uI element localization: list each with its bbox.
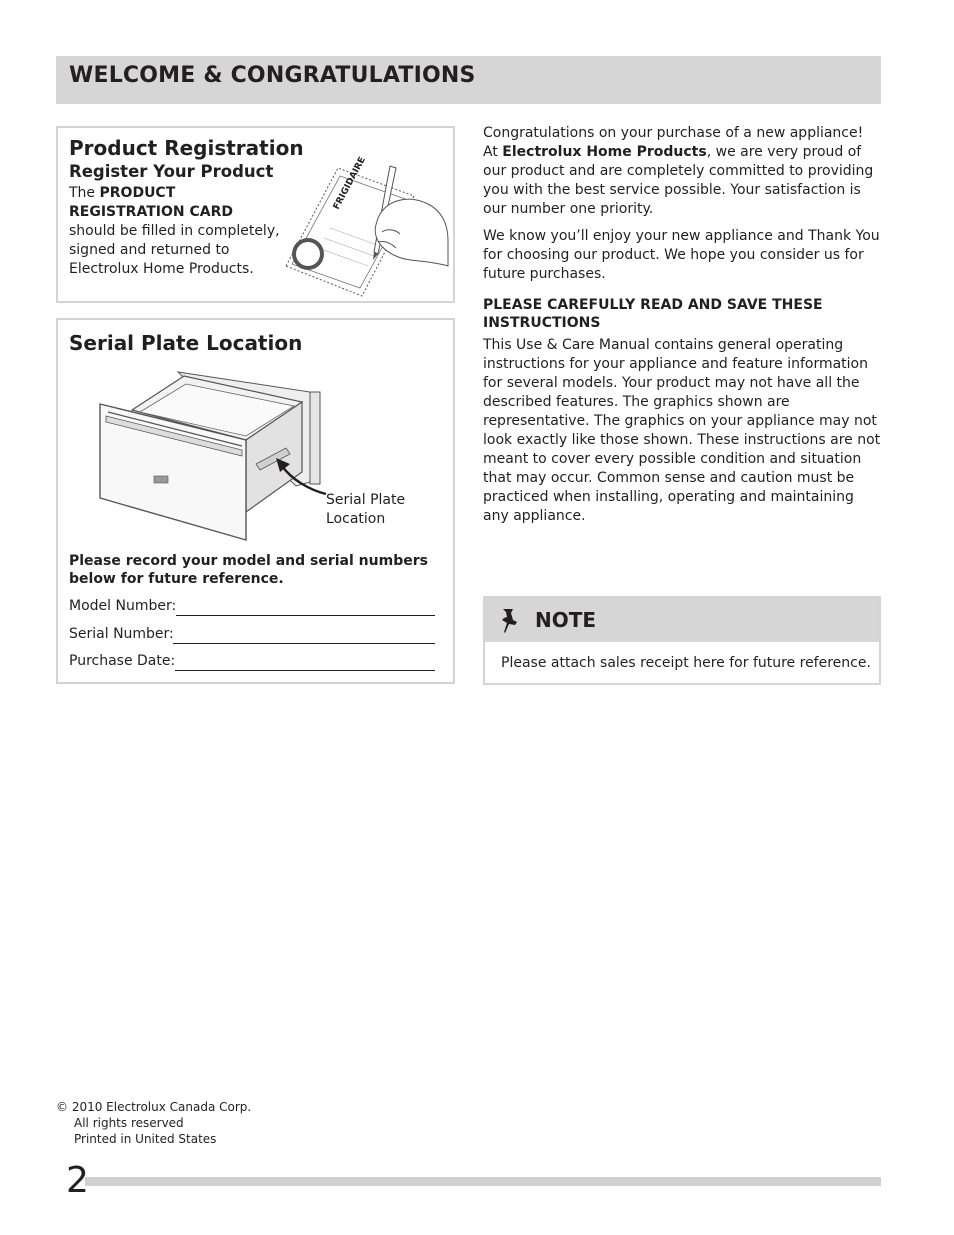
serial-plate-callout: Serial Plate Location [326,492,406,527]
field-label: Serial Number: [69,626,174,642]
intro-column [483,124,881,534]
printed-line: Printed in United States [74,1132,217,1146]
copyright-block [56,1099,251,1147]
company-name: Electrolux Home Products [502,144,707,160]
card-logo: FRIGIDAIRE [331,155,368,212]
note-box [483,596,881,685]
pushpin-icon [499,607,521,635]
rights-line: All rights reserved [74,1116,184,1130]
intro-paragraph-1: Congratulations on your purchase of a new appliance! At Electrolux Home Products, we are very proud of our product and are completely committed to providing you with the best service possible. Your satisfaction is our number one priority. [483,125,874,217]
copyright-line: © 2010 Electrolux Canada Corp. [56,1100,252,1114]
section-header [56,56,881,104]
registration-heading: Product Registration [69,136,304,160]
field-label: Model Number: [69,598,177,614]
note-text: Please attach sales receipt here for future reference. [501,655,871,671]
note-title: NOTE [535,608,597,632]
product-registration-box [56,126,455,303]
serial-plate-box [56,318,455,684]
model-number-field[interactable] [69,598,435,620]
register-subheading: Register Your Product [69,162,274,181]
card-name: PRODUCT [99,185,176,201]
page-title: WELCOME & CONGRATULATIONS [69,63,476,88]
registration-instructions: should be filled in completely, signed and returned to Electrolux Home Products. [69,223,280,277]
purchase-date-field[interactable] [69,653,435,675]
record-instructions: Please record your model and serial numbers below for future reference. [69,553,428,587]
registration-text: The PRODUCT REGISTRATION CARD should be filled in completely, signed and returned to Electrolux Home Products. [69,185,280,277]
card-name-line2: REGISTRATION CARD [69,204,233,220]
page-number: 2 [66,1160,89,1201]
registration-card-illustration [278,148,450,298]
intro-paragraph-2: We know you’ll enjoy your new appliance and Thank You for choosing our product. We hope you consider us for future purchases. [483,228,880,282]
write-line [175,670,435,671]
intro-paragraph-3: This Use & Care Manual contains general operating instructions for your appliance and feature information for several models. Your product may not have all the described features. The graphics shown are representative. The graphics on your appliance may not look exactly like those shown. These instructions are not meant to cover every possible condition and situation that may occur. Common sense and caution must be practiced when installing, operating and maintaining any appliance. [483,337,881,524]
serial-number-field[interactable] [69,626,435,648]
field-label: Purchase Date: [69,653,176,669]
serial-heading: Serial Plate Location [69,331,303,355]
write-line [176,615,435,616]
save-instructions-heading: PLEASE CAREFULLY READ AND SAVE THESE INSTRUCTIONS [483,297,823,331]
footer-bar [85,1177,881,1186]
note-header [485,598,879,642]
write-line [173,643,435,644]
